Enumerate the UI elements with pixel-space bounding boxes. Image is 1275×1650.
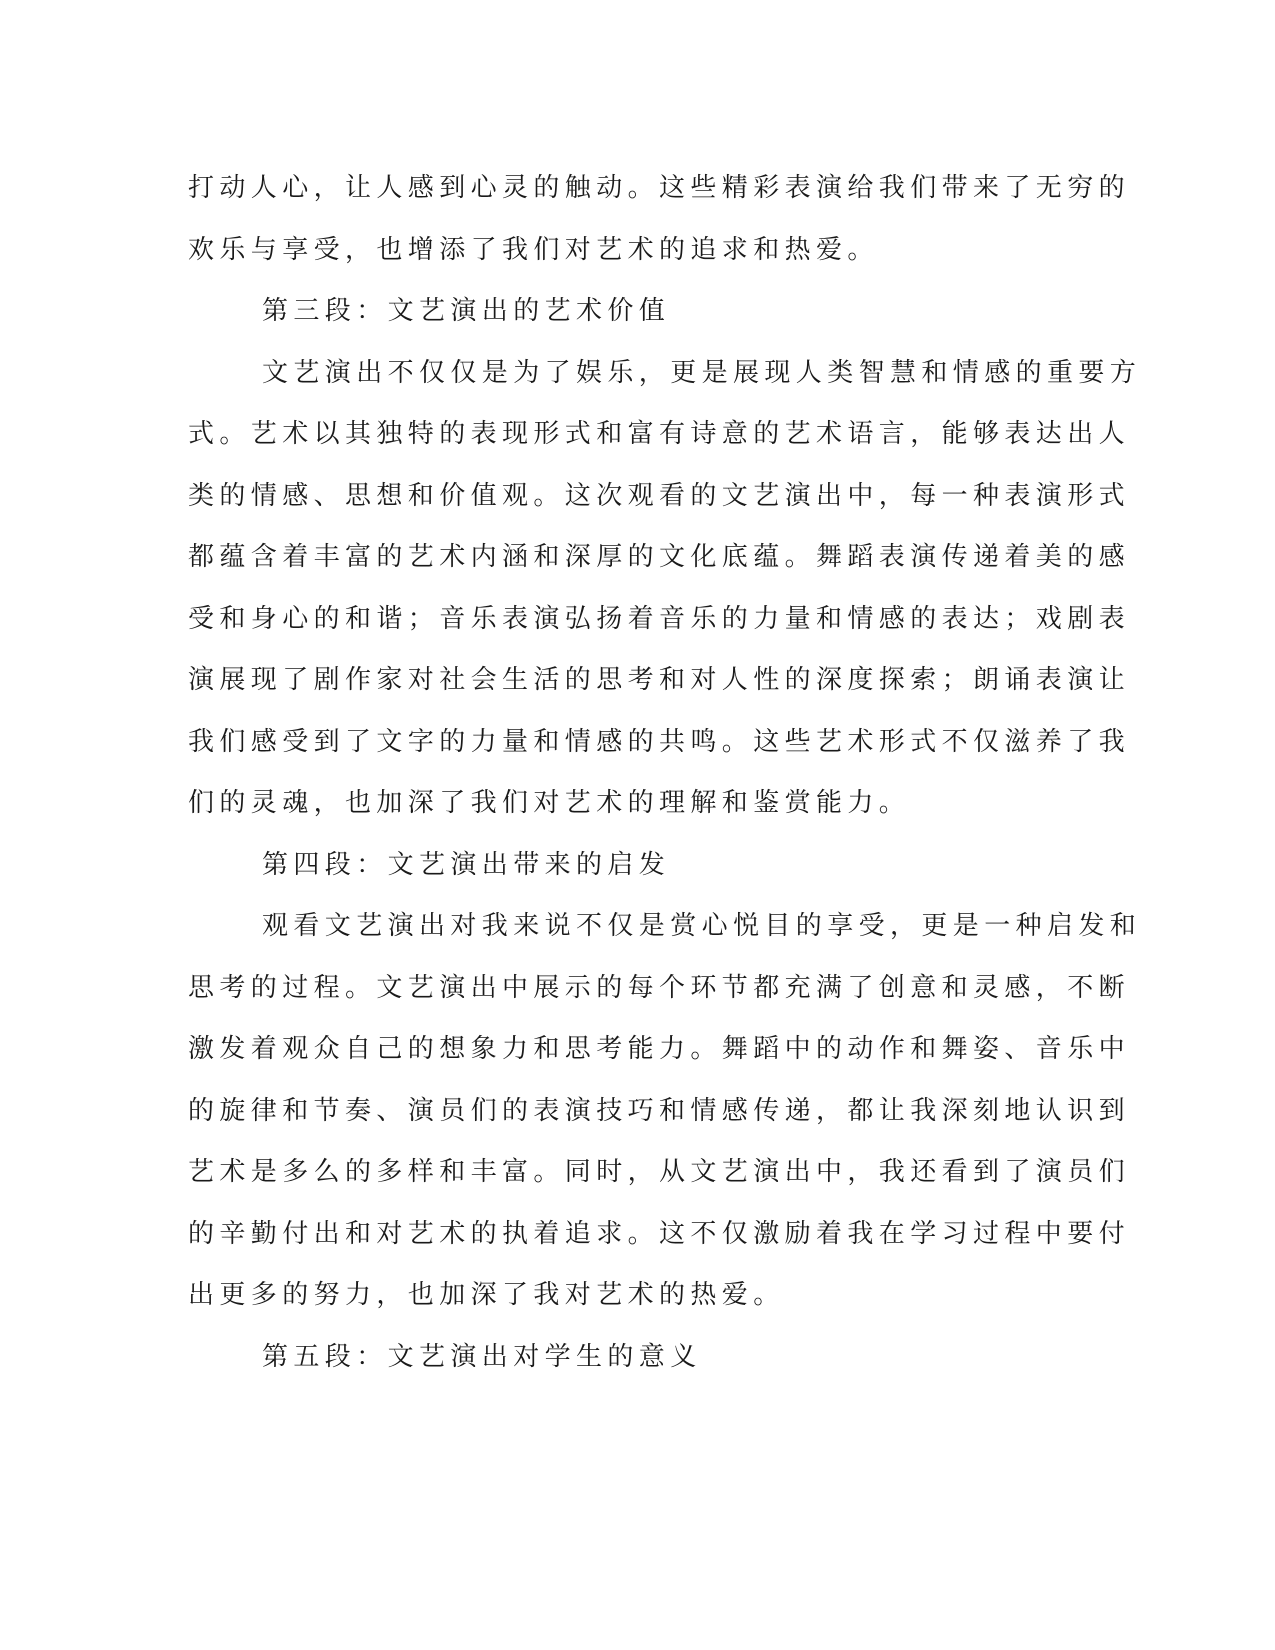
body-line: 打动人心，让人感到心灵的触动。这些精彩表演给我们带来了无穷的 xyxy=(188,173,1131,203)
body-line: 观看文艺演出对我来说不仅是赏心悦目的享受，更是一种启发和 xyxy=(262,911,1142,941)
body-line: 思考的过程。文艺演出中展示的每个环节都充满了创意和灵感，不断 xyxy=(188,972,1131,1003)
section-heading-5: 第五段：文艺演出对学生的意义 xyxy=(262,1341,702,1372)
body-line: 我们感受到了文字的力量和情感的共鸣。这些艺术形式不仅滋养了我 xyxy=(188,726,1131,757)
body-line: 文艺演出不仅仅是为了娱乐，更是展现人类智慧和情感的重要方 xyxy=(262,357,1142,388)
document-body xyxy=(188,158,1142,1388)
body-line: 都蕴含着丰富的艺术内涵和深厚的文化底蕴。舞蹈表演传递着美的感 xyxy=(188,542,1131,572)
section-heading-4: 第四段：文艺演出带来的启发 xyxy=(262,849,671,880)
body-line: 的辛勤付出和对艺术的执着追求。这不仅激励着我在学习过程中要付 xyxy=(188,1218,1131,1249)
section-heading-3: 第三段：文艺演出的艺术价值 xyxy=(262,296,671,326)
body-line: 艺术是多么的多样和丰富。同时，从文艺演出中，我还看到了演员们 xyxy=(188,1157,1131,1187)
body-line: 类的情感、思想和价值观。这次观看的文艺演出中，每一种表演形式 xyxy=(188,480,1131,511)
body-line: 欢乐与享受，也增添了我们对艺术的追求和热爱。 xyxy=(188,234,879,265)
body-line: 式。艺术以其独特的表现形式和富有诗意的艺术语言，能够表达出人 xyxy=(188,419,1131,449)
body-line: 演展现了剧作家对社会生活的思考和对人性的深度探索；朗诵表演让 xyxy=(188,665,1131,695)
body-line: 的旋律和节奏、演员们的表演技巧和情感传递，都让我深刻地认识到 xyxy=(188,1095,1131,1126)
body-line: 激发着观众自己的想象力和思考能力。舞蹈中的动作和舞姿、音乐中 xyxy=(188,1034,1131,1064)
body-line: 出更多的努力，也加深了我对艺术的热爱。 xyxy=(188,1280,785,1310)
body-line: 们的灵魂，也加深了我们对艺术的理解和鉴赏能力。 xyxy=(188,788,911,818)
body-line: 受和身心的和谐；音乐表演弘扬着音乐的力量和情感的表达；戏剧表 xyxy=(188,603,1131,634)
